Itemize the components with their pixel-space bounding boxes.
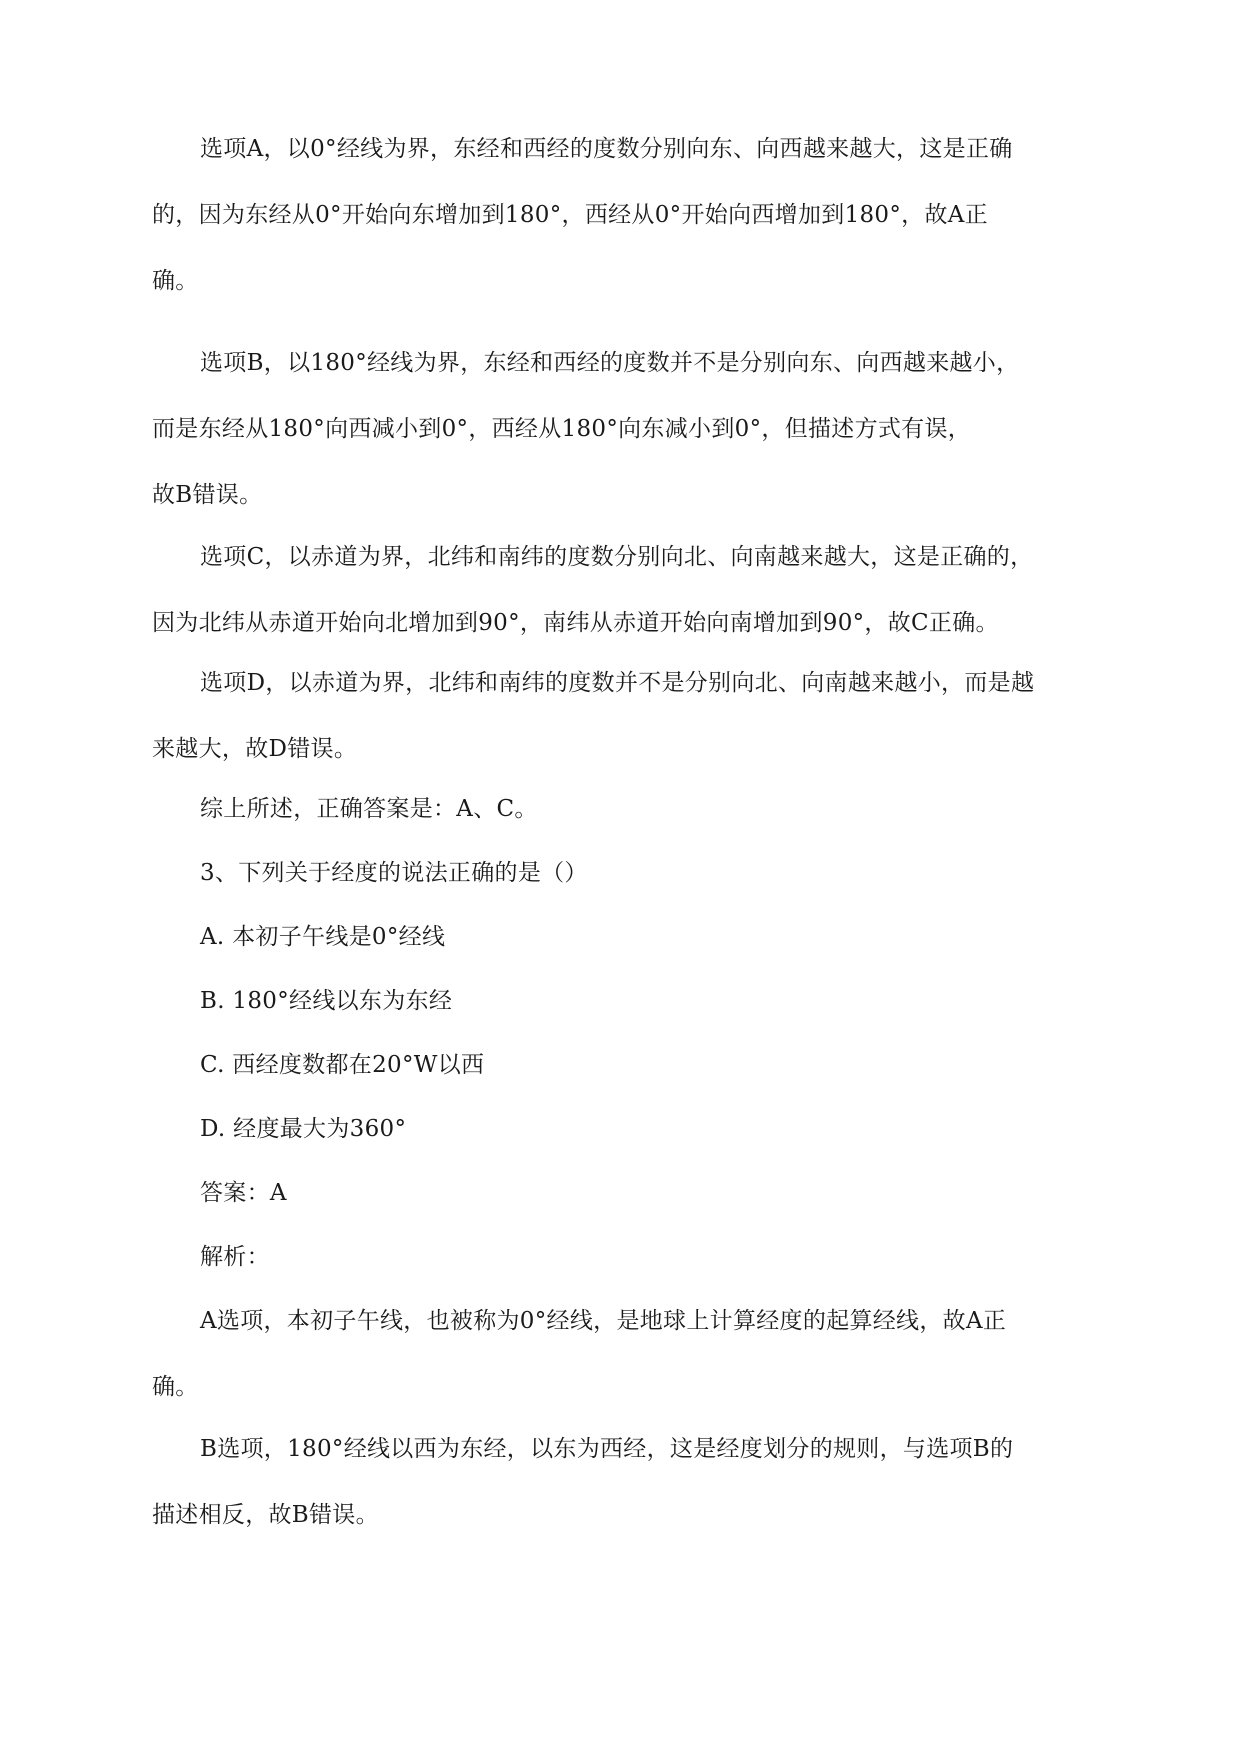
- question-3-stem: 3、下列关于经度的说法正确的是（）: [200, 860, 588, 886]
- question-3-analysis-option-b: B选项，180°经线以西为东经，以东为西经，这是经度划分的规则，与选项B的 描述相反，故B错误。: [152, 1436, 1014, 1528]
- question-3-answer: 答案：A: [200, 1180, 287, 1206]
- paragraph-option-b-analysis: 选项B，以180°经线为界，东经和西经的度数并不是分别向东、向西越来越小， 而是东经从180°向西减小到0°，西经从180°向东减小到0°，但描述方式有误， 故B错误。: [152, 350, 1020, 508]
- paragraph-summary: 综上所述，正确答案是：A、C。: [200, 796, 538, 822]
- paragraph-option-a-analysis: 选项A，以0°经线为界，东经和西经的度数分别向东、向西越来越大，这是正确 的，因为东经从0°开始向东增加到180°，西经从0°开始向西增加到180°，故A正 确。: [152, 136, 1013, 294]
- question-3-option-b: B. 180°经线以东为东经: [200, 988, 453, 1014]
- question-3-option-a: A. 本初子午线是0°经线: [200, 924, 446, 950]
- question-3-option-c: C. 西经度数都在20°W以西: [200, 1052, 485, 1078]
- paragraph-option-c-analysis: 选项C，以赤道为界，北纬和南纬的度数分别向北、向南越来越大，这是正确的， 因为北纬从赤道开始向北增加到90°，南纬从赤道开始向南增加到90°，故C正确。: [152, 544, 1034, 636]
- paragraph-option-d-analysis: 选项D，以赤道为界，北纬和南纬的度数并不是分别向北、向南越来越小，而是越 来越大，故D错误。: [152, 670, 1035, 762]
- question-3-option-d: D. 经度最大为360°: [200, 1116, 407, 1142]
- question-3-analysis-heading: 解析：: [200, 1244, 270, 1270]
- question-3-analysis-option-a: A选项，本初子午线，也被称为0°经线，是地球上计算经度的起算经线，故A正 确。: [152, 1308, 1007, 1400]
